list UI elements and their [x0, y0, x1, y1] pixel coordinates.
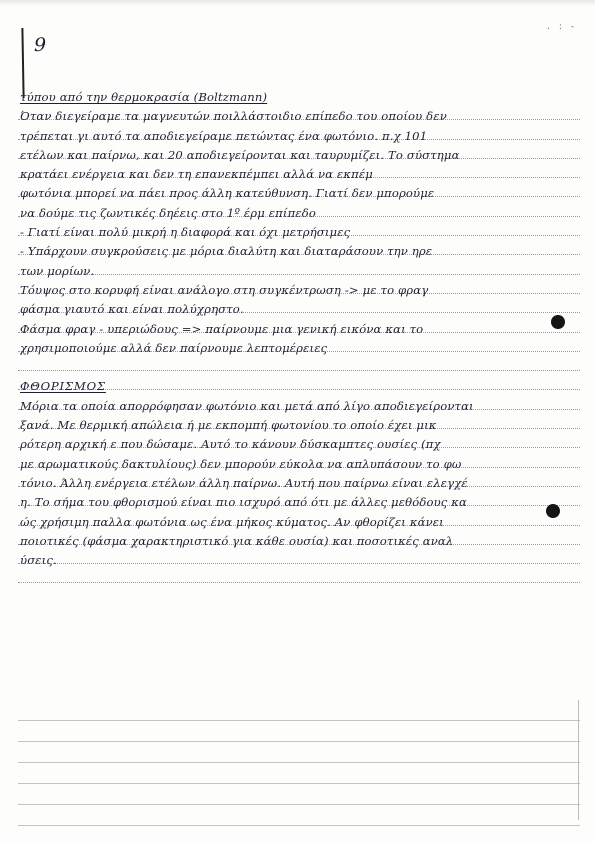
note-line: Όταν διεγείραμε τα μαγνευτών ποιλλάστοιδιο επίπεδο του οποίου δεν	[20, 109, 447, 124]
note-line: τρέπεται γι αυτό τα αποδιεγείραμε πετώντας ένα φωτόνιο. π.χ 101	[20, 128, 428, 143]
note-line: να δούμε τις ζωντικές δηέεις στο 1º έρμ επίπεδο	[20, 205, 316, 220]
ruled-line	[18, 784, 580, 805]
note-line: ύσεις.	[20, 553, 57, 568]
blank-line	[20, 358, 576, 377]
corner-mark: . : -	[547, 22, 577, 32]
note-line: Μόρια τα οποία απορρόφησαν φωτόνιο και μετά από λίγο αποδιεγείρονται	[20, 398, 474, 413]
ruled-line	[18, 742, 580, 763]
note-line: τόνιο. Άλλη ενέργεια ετέλων άλλη παίρνω. Αυτή που παίρνω είναι ελεγχέ	[20, 475, 468, 490]
note-line: των μορίων.	[20, 263, 95, 278]
note-line: ετέλων και παίρνω, και 20 αποδιεγείρονται και ταυρυμίζει. Το σύστημα	[20, 147, 460, 162]
page-top-edge	[0, 0, 595, 6]
note-line: φάσμα γιαυτό και είναι πολύχρηστο.	[20, 302, 244, 317]
note-line: Τόυψος στο κορυφή είναι ανάλογο στη συγκέντρωση -> με το φραγ	[20, 282, 429, 297]
ruled-line	[18, 721, 580, 742]
section-heading: ΦΘΟΡΙΣΜΟΣ	[20, 379, 106, 394]
note-line: η. Το σήμα του φθορισμού είναι πιο ισχυρό από ότι με άλλες μεθόδους κα	[20, 495, 468, 510]
right-margin-line	[578, 700, 579, 820]
note-line: με αρωματικούς δακτυλίους) δεν μπορούν εύκολα να απλυπάσουν το φω	[20, 456, 462, 471]
note-line: ξανά. Με θερμική απώλεια ή με εκπομπή φωτονίου το οποίο έχει μικ	[20, 418, 437, 433]
handwritten-notes	[20, 88, 576, 570]
note-line: ρότερη αρχική ε που δώσαμε. Αυτό το κάνουν δύσκαμπτες ουσίες (πχ	[20, 437, 441, 452]
note-line: τύπου από την θερμοκρασία (Boltzmann)	[20, 90, 268, 104]
note-line: ώς χρήσιμη παλλα φωτόνια ως ένα μήκος κύματος. Αν φθορίζει κάνει	[20, 514, 444, 529]
note-line: χρησιμοποιούμε αλλά δεν παίρνουμε λεπτομέρειες	[20, 340, 328, 355]
note-line: - Υπάρχουν συγκρούσεις με μόρια διαλύτη και διαταράσουν την ηρε	[20, 244, 433, 259]
note-line: φωτόνια μπορεί να πάει προς άλλη κατεύθυνση. Γιατί δεν μπορούμε	[20, 186, 435, 201]
empty-ruled-area	[18, 700, 580, 826]
ruled-line	[18, 763, 580, 784]
ruled-line	[18, 700, 580, 721]
ruled-line	[18, 805, 580, 826]
note-line: κρατάει ενέργεια και δεν τη επανεκπέμπει αλλά να εκπέμ	[20, 167, 373, 182]
page-number: 9	[34, 34, 47, 56]
note-line: - Γιατί είναι πολύ μικρή η διαφορά και όχι μετρήσιμες	[20, 225, 351, 240]
note-line: ποιοτικές (φάσμα χαρακτηριστικό για κάθε ουσία) και ποσοτικές αναλ	[20, 533, 454, 548]
note-line: Φάσμα φραγ - υπεριώδους => παίρνουμε μια γενική εικόνα και το	[20, 321, 424, 336]
